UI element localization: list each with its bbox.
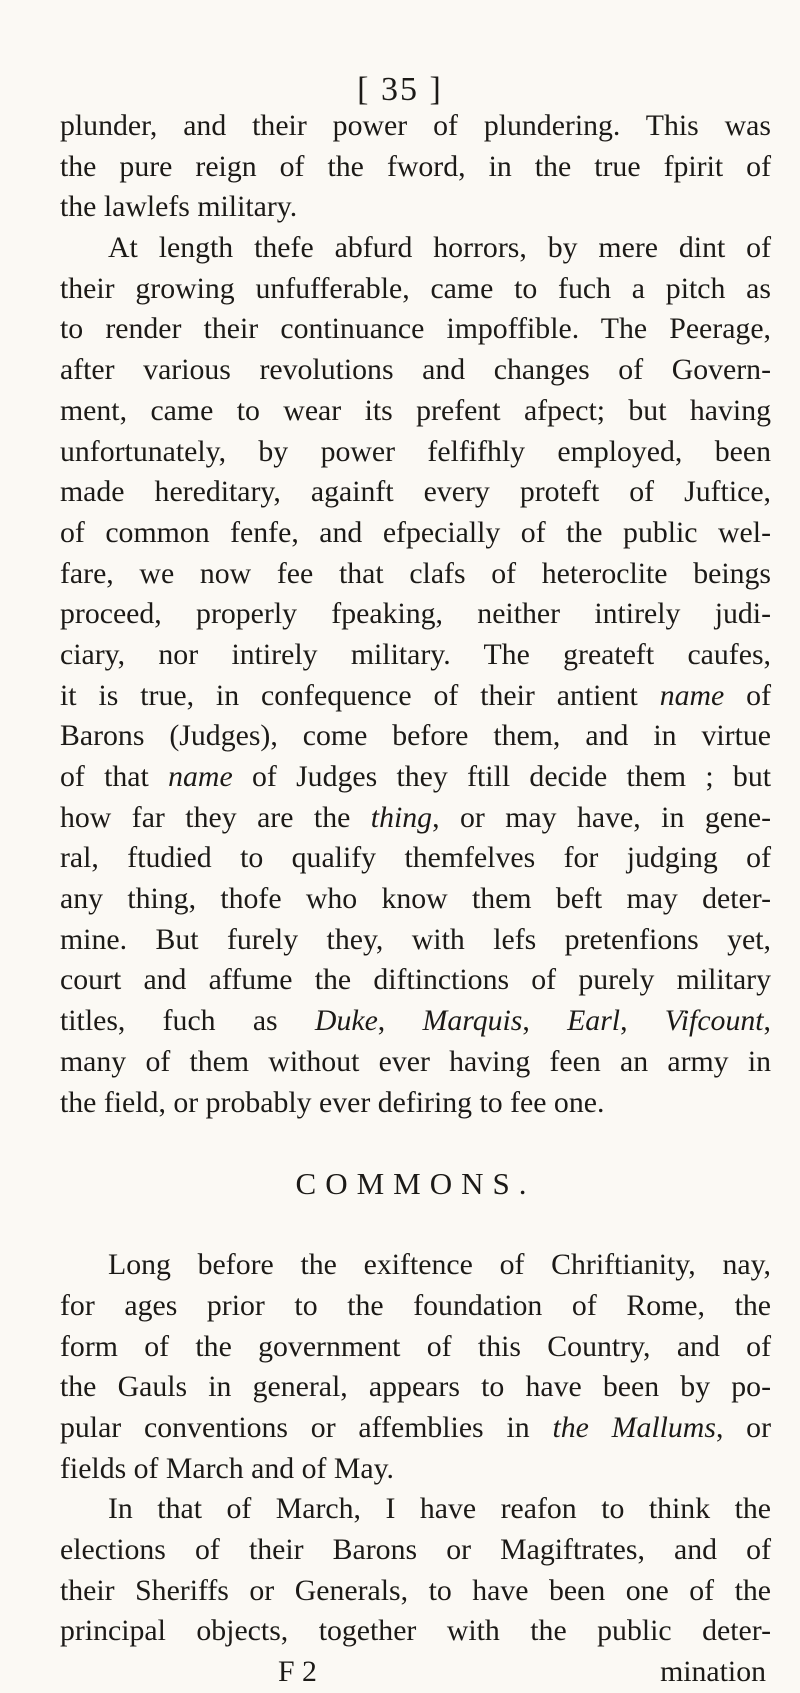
text-line: of that name of Judges they ftill decide them ; but xyxy=(60,760,772,793)
text-line: it is true, in confequence of their antient name of xyxy=(60,678,771,712)
text-line: proceed, properly fpeaking, neither intirely judi- xyxy=(60,597,771,631)
text-line: ral, ftudied to qualify themfelves for judging of xyxy=(60,841,771,875)
signature-line xyxy=(60,1652,771,1693)
text-line: mine. But furely they, with lefs pretenfions yet, xyxy=(60,922,771,956)
text-line: fare, we now fee that clafs of heteroclite beings xyxy=(60,556,771,590)
page-number-header: [ 35 ] xyxy=(357,71,443,108)
italic-word: name xyxy=(168,760,233,793)
text-line: the Gauls in general, appears to have been by po- xyxy=(60,1370,771,1404)
text-line: elections of their Barons or Magiftrates, and of xyxy=(60,1533,771,1566)
text-line: At length thefe abfurd horrors, by mere dint of xyxy=(108,231,771,265)
italic-word: name xyxy=(659,678,725,712)
text-line: many of them without ever having feen an army in xyxy=(60,1044,771,1078)
italic-word: Earl xyxy=(567,1004,621,1038)
text-line: the lawlefs military. xyxy=(60,190,298,224)
text-line: ment, came to wear its prefent afpect; but having xyxy=(60,393,771,427)
text-line: their Sheriffs or Generals, to have been one of the xyxy=(60,1573,771,1607)
italic-word: the Mallums xyxy=(552,1410,716,1444)
italic-word: thing xyxy=(370,800,433,834)
text-line: ciary, nor intirely military. The greateft caufes, xyxy=(60,637,771,671)
text-line: form of the government of this Country, and of xyxy=(60,1329,771,1363)
text-line: how far they are the thing, or may have, in gene- xyxy=(60,800,771,834)
italic-word: Vifcount xyxy=(664,1004,764,1038)
text-line: unfortunately, by power felfifhly employed, been xyxy=(60,434,771,468)
text-line: principal objects, together with the public deter- xyxy=(60,1614,771,1648)
text-line: the field, or probably ever defiring to fee one. xyxy=(60,1085,605,1119)
italic-word: Marquis xyxy=(422,1004,523,1038)
text-line: fields of March and of May. xyxy=(60,1451,395,1485)
body-text xyxy=(60,106,771,1693)
text-line: Barons (Judges), come before them, and in virtue xyxy=(60,719,771,753)
text-line: titles, fuch as Duke, Marquis, Earl, Vifcount, xyxy=(60,1004,771,1038)
text-line: plunder, and their power of plundering. This was xyxy=(60,109,771,142)
text-line: of common fenfe, and efpecially of the public wel- xyxy=(60,515,771,549)
signature-mark: F 2 xyxy=(278,1655,317,1689)
text-line: any thing, thofe who know them beft may deter- xyxy=(60,882,771,916)
text-line: their growing unfufferable, came to fuch a pitch as xyxy=(60,271,771,305)
italic-word: Duke xyxy=(314,1004,378,1038)
text-line: In that of March, I have reafon to think the xyxy=(108,1492,771,1526)
text-line: pular conventions or affemblies in the Mallums, or xyxy=(60,1410,772,1444)
text-line: the pure reign of the fword, in the true fpirit of xyxy=(60,149,771,183)
text-line: after various revolutions and changes of Govern- xyxy=(60,353,771,387)
text-line: Long before the exiftence of Chriftianity, nay, xyxy=(108,1248,771,1282)
section-heading: COMMONS. xyxy=(295,1166,536,1202)
text-line: court and affume the diftinctions of purely military xyxy=(60,963,771,997)
text-line: for ages prior to the foundation of Rome, the xyxy=(60,1288,771,1322)
text-line: made hereditary, againft every proteft of Juftice, xyxy=(60,475,771,509)
text-line: to render their continuance impoffible. The Peerage, xyxy=(60,312,771,346)
catchword: mination xyxy=(660,1655,766,1689)
